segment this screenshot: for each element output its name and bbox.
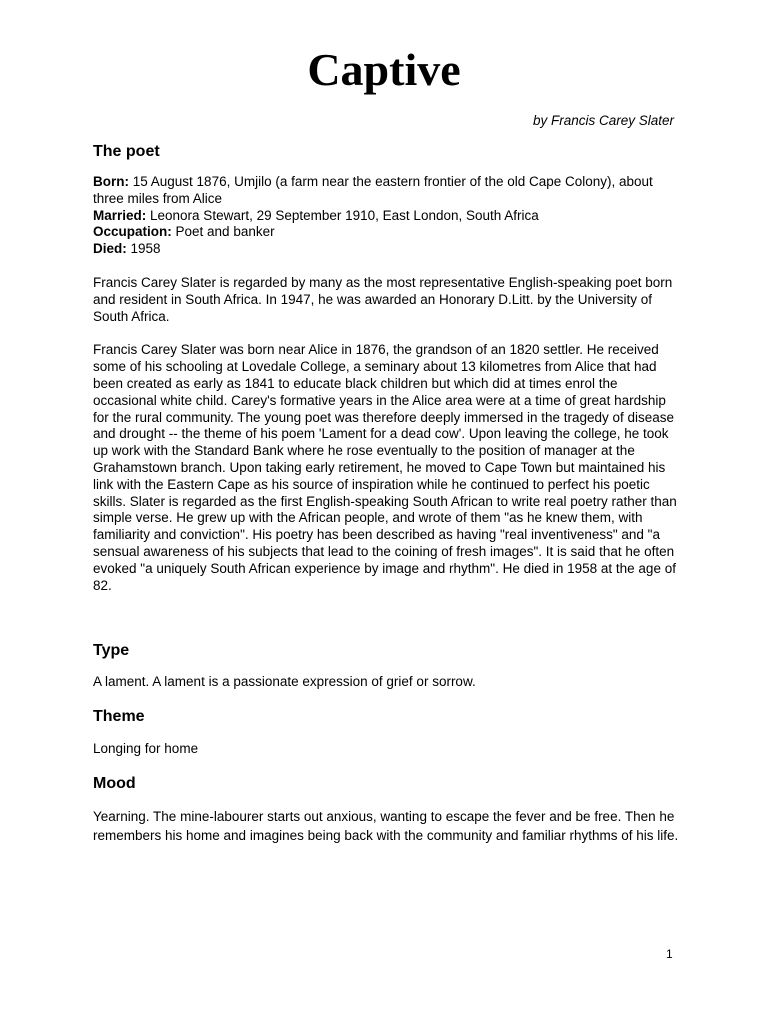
section-heading-theme: Theme xyxy=(93,708,145,726)
section-heading-poet: The poet xyxy=(93,143,160,160)
fact-married xyxy=(93,208,679,225)
section-heading-mood: Mood xyxy=(93,774,136,792)
fact-occupation-value: Poet and banker xyxy=(171,224,275,240)
fact-born xyxy=(93,174,679,208)
fact-married-label: Married: xyxy=(93,207,147,223)
document-body xyxy=(93,142,679,846)
section-heading-type: Type xyxy=(93,642,130,660)
document-title: Captive xyxy=(307,44,461,95)
poet-paragraph-intro: Francis Carey Slater is regarded by many as the most representative English-speaking poet born and resident in South Africa. In 1947, he was awarded an Honorary D.Litt. by the University of South Africa. xyxy=(93,274,673,324)
fact-married-value: Leonora Stewart, 29 September 1910, East London, South Africa xyxy=(146,207,539,223)
fact-died xyxy=(93,241,679,258)
poet-facts xyxy=(93,174,679,258)
poet-paragraph-biography: Francis Carey Slater was born near Alice in 1876, the grandson of an 1820 settler. He received some of his schooling at Lovedale College, a seminary about 13 kilometres from Alice that had been created as early as 1841 to educate black children but which did at times enrol the occasional white child. Carey's formative years in the Alice area were at a time of great hardship for the rural community. The young poet was therefore deeply immersed in the tragedy of disease and drought -- the theme of his poem 'Lament for a dead cow'. Upon leaving the college, he took up work with the Standard Bank where he rose eventually to the position of manager at the Grahamstown branch. Upon taking early retirement, he moved to Cape Town but maintained his link with the Eastern Cape as his source of inspiration while he continued to perfect his poetic skills. Slater is regarded as the first English-speaking South African to write real poetry rather than simple verse. He grew up with the African people, and wrote of them "as he knew them, with familiarity and conviction". His poetry has been described as having "real inventiveness" and "a sensual awareness of his subjects that lead to the coining of fresh images". It is said that he often evoked "a uniquely South African experience by image and rhythm". He died in 1958 at the age of 82. xyxy=(93,342,677,593)
type-text: A lament. A lament is a passionate expression of grief or sorrow. xyxy=(93,674,476,690)
fact-died-label: Died: xyxy=(93,241,127,257)
theme-text: Longing for home xyxy=(93,741,199,757)
page-number: 1 xyxy=(666,947,673,961)
author-byline: by Francis Carey Slater xyxy=(532,113,674,128)
fact-born-value: 15 August 1876, Umjilo (a farm near the eastern frontier of the old Cape Colony), about three miles from Alice xyxy=(93,174,653,206)
fact-died-value: 1958 xyxy=(126,241,161,257)
fact-occupation xyxy=(93,224,679,241)
fact-born-label: Born: xyxy=(93,174,129,189)
fact-occupation-label: Occupation: xyxy=(93,224,172,240)
mood-text: Yearning. The mine-labourer starts out anxious, wanting to escape the fever and be free. Then he remembers his home and imagines being back with the community and familiar rhythms of his life. xyxy=(93,808,679,844)
